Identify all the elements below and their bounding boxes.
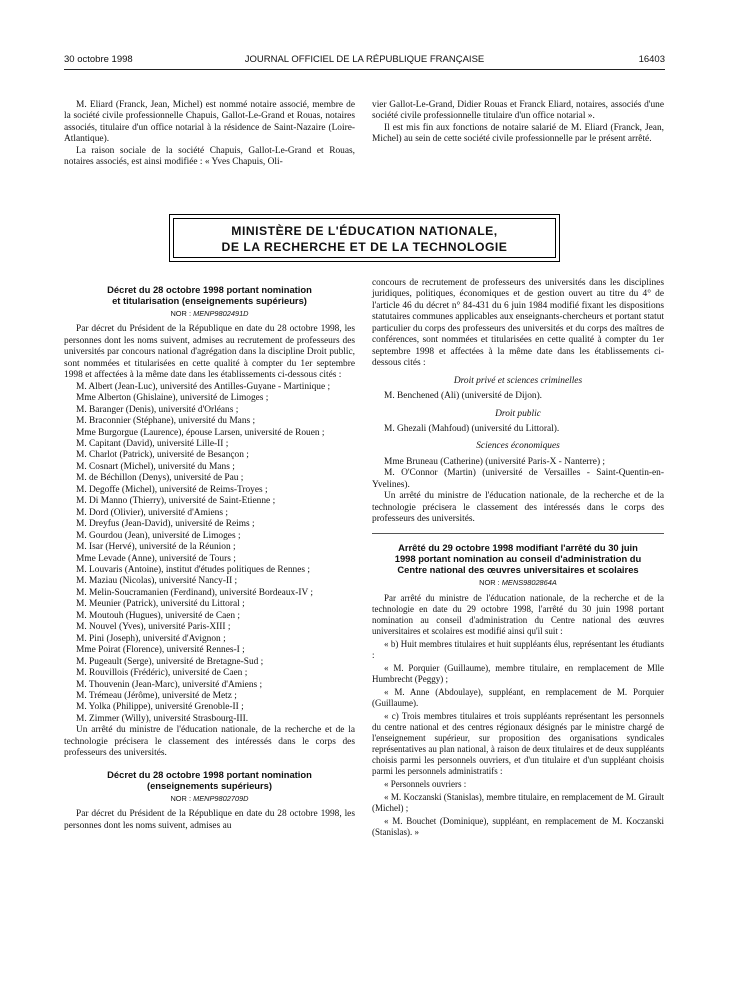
decree-2-closing: Un arrêté du ministre de l'éducation nationale, de la recherche et de la technologie précisera le classement des intéressés dans le corps des professeurs des universités. [372,491,664,525]
appointee-entry: M. Pini (Joseph), université d'Avignon ; [76,633,226,644]
decree-1-title-line: et titularisation (enseignements supérieurs) [112,295,307,306]
paragraph: La raison sociale de la société Chapuis, Gallot-Le-Grand et Rouas, notaires associés, est ainsi modifiée : « Yves Chapuis, Oli- [64,145,355,168]
page-header [64,54,665,68]
arrete-nor [372,577,664,588]
decree-2-title-line: (enseignements supérieurs) [146,779,273,791]
left-column [64,284,355,832]
appointee-entry: M. Capitant (David), université Lille-II ; [76,438,229,449]
appointee-entry: M. Isar (Hervé), université de la Réunion ; [76,542,236,553]
decree-1-intro: Par décret du Président de la République en date du 28 octobre 1998, les personnes dont les noms suivent, admises au recrutement de professeurs des universités par concours national d'agrégation dans la discipline Droit public, sont nommées et titularisées en cette qualité à compter du 1er septembre 1998 et affectées à la même date dans les établissements ci-dessous cités : [64,324,355,381]
arrete-paragraph: « Personnels ouvriers : [384,779,467,790]
arrete-paragraphs [372,593,664,838]
arrete-title [372,542,664,575]
appointee-entry: M. Rouvillois (Frédéric), université de Caen ; [76,668,248,679]
right-column [372,278,664,840]
decree-1-title-line: Décret du 28 octobre 1998 portant nomination [107,284,312,295]
arrete-paragraph: « c) Trois membres titulaires et trois suppléants représentant les personnels du centre national et des centres régionaux désignés par le ministre chargé de l'enseignement supérieur, sur proposition des organisations syndicales représentatives au plan national, à raison de deux titulaires et de deux suppléants choisis parmi les personnels ouvriers, et d'un titulaire et d'un suppléant choisis parmi les personnels administratifs : [372,711,664,777]
arrete-paragraph: « M. Koczanski (Stanislas), membre titulaire, en remplacement de M. Girault (Michel) ; [372,792,664,814]
decree-1-closing: Un arrêté du ministre de l'éducation nationale, de la recherche et de la technologie précisera le classement des intéressés dans le corps des professeurs des universités. [64,725,355,759]
decree-2-sections [372,376,664,492]
appointee-entry: M. Benchened (Ali) (université de Dijon). [384,391,543,402]
arrete-title-line: Arrêté du 29 octobre 1998 modifiant l'arrêté du 30 juin [398,541,638,553]
paragraph: Il est mis fin aux fonctions de notaire salarié de M. Eliard (Franck, Jean, Michel) au sein de cette société civile professionnelle par le présent arrêté. [372,122,664,145]
header-journal-title: JOURNAL OFFICIEL DE LA RÉPUBLIQUE FRANÇAISE [244,54,485,65]
nor-code: MENS9802864A [501,577,557,587]
discipline-heading: Droit privé et sciences criminelles [453,375,583,386]
top-right-column [372,100,664,146]
appointee-entry: M. Dord (Olivier), université d'Amiens ; [76,507,228,518]
appointee-entry: M. de Béchillon (Denys), université de Pau ; [76,473,244,484]
appointee-entry: M. Degoffe (Michel), université de Reims-Troyes ; [76,484,268,495]
appointee-entry: Mme Bruneau (Catherine) (université Paris-X - Nanterre) ; [384,456,606,467]
decree-1-nor [64,308,355,319]
appointee-entry: M. Pugeault (Serge), université de Bretagne-Sud ; [76,656,264,667]
top-left-column [64,100,355,169]
paragraph: M. Eliard (Franck, Jean, Michel) est nommé notaire associé, membre de la société civile professionnelle Chapuis, Gallot-Le-Grand et Rouas, notaires associés, titulaire d'un office notarial à la résidence de Saint-Nazaire (Loire-Atlantique). [64,100,355,145]
header-date: 30 octobre 1998 [64,54,133,65]
arrete-paragraph: « b) Huit membres titulaires et huit suppléants élus, représentant les étudiants : [372,639,664,661]
appointee-entry: Mme Poirat (Florence), université Rennes-I ; [76,645,245,656]
appointee-entry: Mme Levade (Anne), université de Tours ; [76,553,236,564]
ministry-line-1: MINISTÈRE DE L'ÉDUCATION NATIONALE, [231,224,498,238]
appointee-entry: M. Thouvenin (Jean-Marc), université d'Amiens ; [76,679,263,690]
decree-1-title [64,284,355,306]
ministry-heading-box [173,218,556,258]
decree-2-title [64,769,355,791]
appointee-entry: M. O'Connor (Martin) (université de Versailles - Saint-Quentin-en-Yvelines). [372,468,664,490]
nor-label: NOR : [170,793,194,803]
arrete-paragraph: « M. Bouchet (Dominique), suppléant, en remplacement de M. Koczanski (Stanislas). » [372,816,664,838]
appointee-entry: Mme Alberton (Ghislaine), université de Limoges ; [76,393,269,404]
discipline-heading: Sciences économiques [476,441,560,452]
appointee-entry: M. Zimmer (Willy), université Strasbourg-III. [76,713,249,724]
paragraph: vier Gallot-Le-Grand, Didier Rouas et Franck Eliard, notaires, associés d'une société civile professionnelle titulaire d'un office notarial ». [372,100,664,122]
nor-label: NOR : [170,309,194,318]
decree-2-title-line: Décret du 28 octobre 1998 portant nomination [107,768,312,780]
section-separator [372,533,664,534]
ministry-line-2: DE LA RECHERCHE ET DE LA TECHNOLOGIE [221,240,508,254]
decree-2-continuation: concours de recrutement de professeurs des universités dans les disciplines juridiques, politiques, économiques et de gestion ouvert au titre du 4° de l'article 46 du décret n° 84-431 du 6 juin 1984 modifié fixant les dispositions statutaires communes applicables aux enseignants-chercheurs et portant statut particulier du corps des professeurs des universités et du corps des maîtres de conférences, sont nommées et titularisées en cette qualité à compter du 1er septembre 1998 et affectées à la même date dans les établissements ci-dessous cités : [372,278,664,369]
appointee-entry: M. Dreyfus (Jean-David), université de Reims ; [76,519,255,530]
appointee-entry: M. Baranger (Denis), université d'Orléans ; [76,404,239,415]
arrete-title-line: 1998 portant nomination au conseil d'administration du [394,552,642,564]
nor-code: MENP9802491D [193,309,249,318]
nor-label: NOR : [479,577,502,587]
header-rule [64,69,665,70]
nor-code: MENP9802709D [193,793,249,803]
appointee-entry: M. Yolka (Philippe), université Grenoble-II ; [76,702,244,713]
appointee-entry: M. Albert (Jean-Luc), université des Antilles-Guyane - Martinique ; [76,381,331,392]
appointee-entry: M. Melin-Soucramanien (Ferdinand), université Bordeaux-IV ; [76,587,314,598]
decree-2-intro: Par décret du Président de la République en date du 28 octobre 1998, les personnes dont les noms suivent, admises au [64,809,355,831]
header-page-number: 16403 [638,54,665,65]
appointee-entry: M. Nouvel (Yves), université Paris-XIII ; [76,622,231,633]
decree-1-names-list [64,382,355,726]
appointee-entry: M. Moutouh (Hugues), université de Caen ; [76,610,241,621]
arrete-paragraph: « M. Porquier (Guillaume), membre titulaire, en remplacement de Mlle Humbrecht (Peggy) ; [372,663,664,685]
appointee-entry: M. Meunier (Patrick), université du Littoral ; [76,599,245,610]
arrete-paragraph: « M. Anne (Abdoulaye), suppléant, en remplacement de M. Porquier (Guillaume). [372,687,664,709]
appointee-entry: M. Louvaris (Antoine), institut d'études politiques de Rennes ; [76,564,310,575]
appointee-entry: M. Ghezali (Mahfoud) (université du Littoral). [384,423,560,434]
appointee-entry: Mme Burgorgue (Laurence), épouse Larsen, université de Rouen ; [76,427,325,438]
discipline-heading: Droit public [495,408,541,419]
appointee-entry: M. Di Manno (Thierry), université de Saint-Etienne ; [76,496,276,507]
arrete-paragraph: Par arrêté du ministre de l'éducation nationale, de la recherche et de la technologie en date du 29 octobre 1998, l'arrêté du 30 juin 1998 portant nomination au conseil d'administration du Centre national des œuvres universitaires et scolaires est modifié ainsi qu'il suit : [372,593,664,637]
appointee-entry: M. Braconnier (Stéphane), université du Mans ; [76,416,256,427]
appointee-entry: M. Trémeau (Jérôme), université de Metz ; [76,690,237,701]
arrete-title-line: Centre national des œuvres universitaires et scolaires [397,563,639,575]
appointee-entry: M. Maziau (Nicolas), université Nancy-II ; [76,576,238,587]
appointee-entry: M. Cosnart (Michel), université du Mans ; [76,461,235,472]
decree-2-nor [64,793,355,804]
appointee-entry: M. Gourdou (Jean), université de Limoges ; [76,530,241,541]
appointee-entry: M. Charlot (Patrick), université de Besançon ; [76,450,249,461]
